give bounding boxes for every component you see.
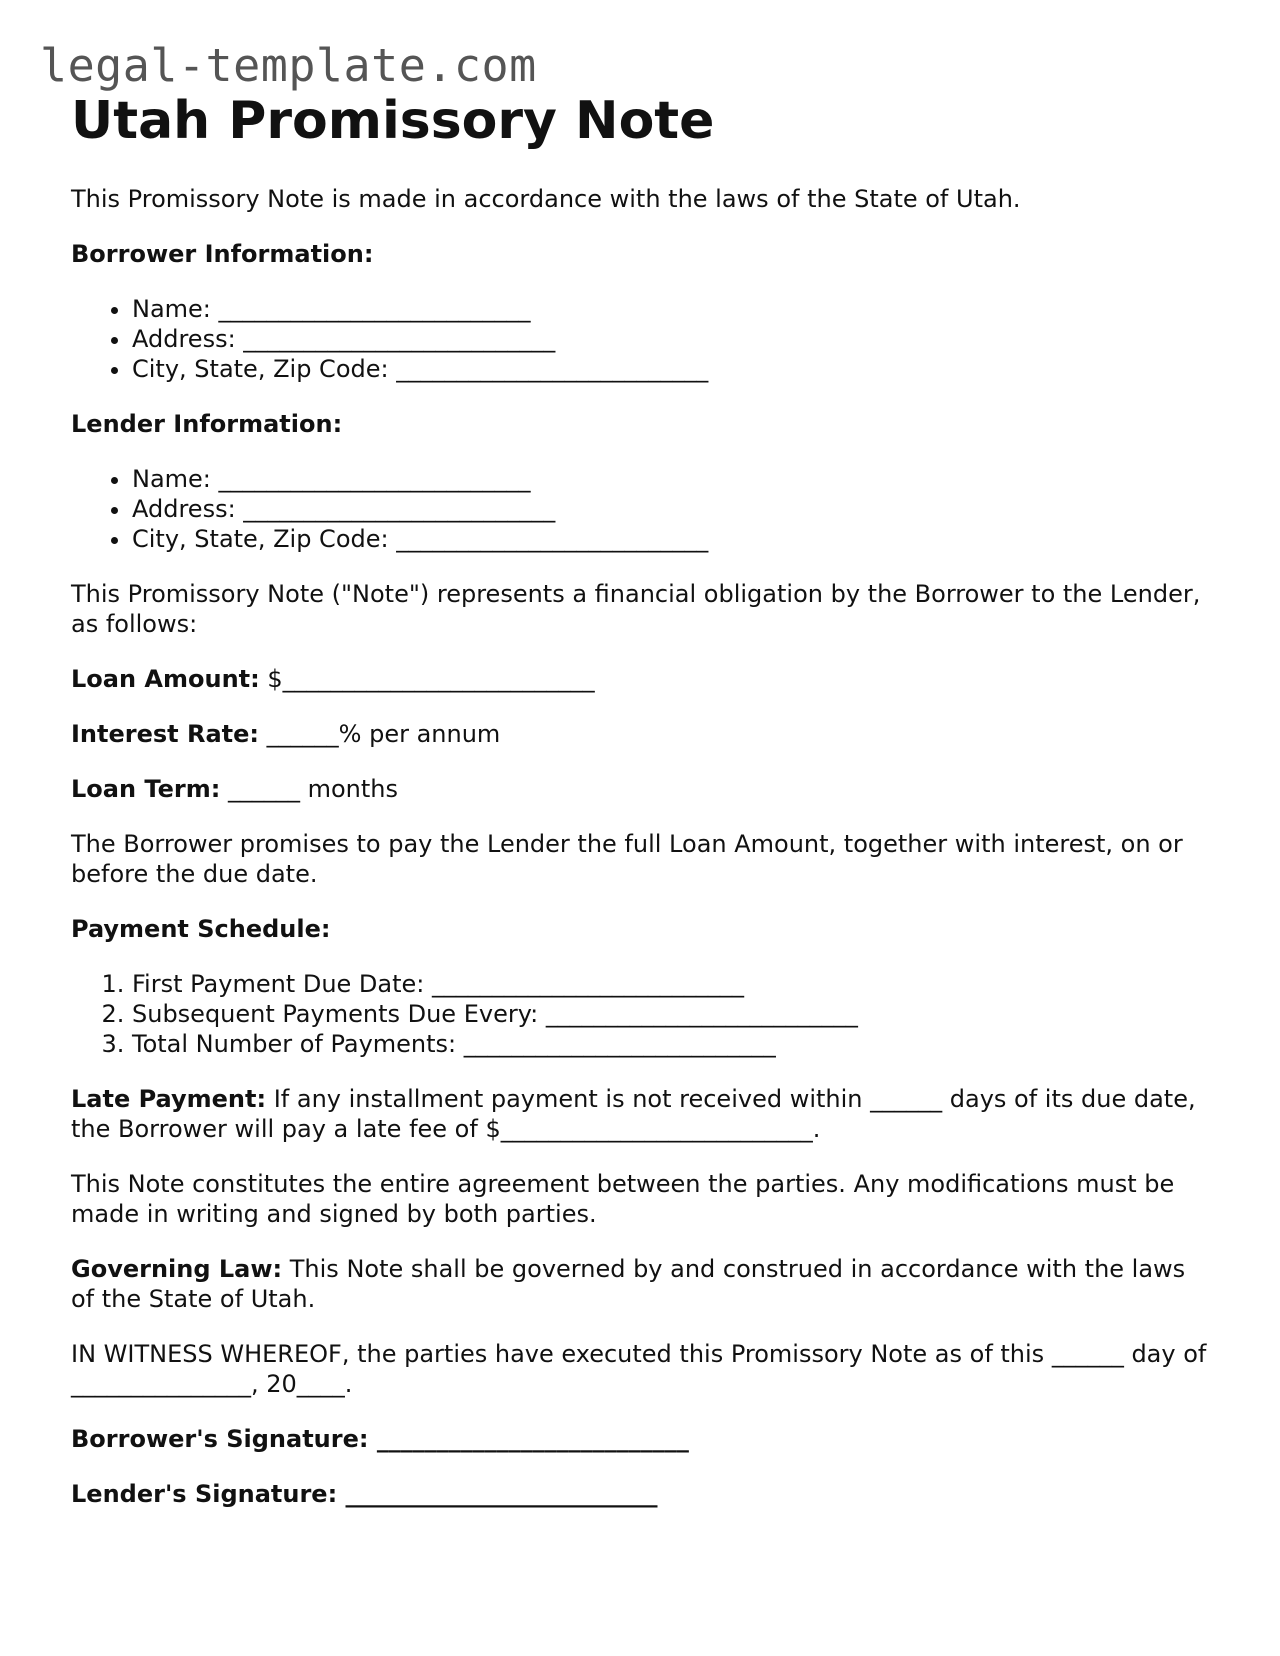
governing-law-text: This Note shall be governed by and construed in accordance with the laws of the State of Utah. — [71, 1255, 1186, 1313]
loan-term-value: ______ months — [220, 775, 398, 803]
borrower-signature-line: Borrower's Signature: __________________________ — [71, 1425, 689, 1453]
total-payments-field: 3. Total Number of Payments: __________________________ — [132, 1029, 1211, 1059]
lender-city-state-zip-field: • City, State, Zip Code: __________________________ — [132, 524, 1211, 554]
interest-rate-value: ______% per annum — [259, 720, 501, 748]
promise-paragraph: The Borrower promises to pay the Lender the full Loan Amount, together with interest, on or before the due date. — [71, 830, 1183, 888]
lender-address-field: • Address: __________________________ — [132, 494, 1211, 524]
borrower-address-field: • Address: __________________________ — [132, 324, 1211, 354]
borrower-info-list — [71, 294, 1211, 384]
subsequent-payments-field: 2. Subsequent Payments Due Every: __________________________ — [132, 999, 1211, 1029]
lender-name-field: • Name: __________________________ — [132, 464, 1211, 494]
late-payment-paragraph — [71, 1084, 1211, 1144]
obligation-paragraph: This Promissory Note ("Note") represents a financial obligation by the Borrower to the Lender, as follows: — [71, 580, 1201, 638]
intro-paragraph: This Promissory Note is made in accordance with the laws of the State of Utah. — [71, 185, 1021, 213]
lender-heading: Lender Information: — [71, 410, 343, 438]
document-title: Utah Promissory Note — [71, 91, 715, 151]
first-payment-due-date-field: 1. First Payment Due Date: __________________________ — [132, 969, 1211, 999]
loan-amount-value: $__________________________ — [259, 665, 595, 693]
governing-law-label: Governing Law: — [71, 1255, 283, 1283]
payment-schedule-heading: Payment Schedule: — [71, 915, 331, 943]
loan-term-label: Loan Term: — [71, 775, 221, 803]
watermark-logo: legal-template.com — [40, 39, 537, 92]
witness-paragraph: IN WITNESS WHEREOF, the parties have executed this Promissory Note as of this ______ day of _______________, 20____. — [71, 1340, 1207, 1398]
late-payment-label: Late Payment: — [71, 1085, 267, 1113]
loan-amount-line — [71, 664, 1211, 694]
interest-rate-label: Interest Rate: — [71, 720, 260, 748]
late-payment-text: If any installment payment is not received within ______ days of its due date, the Borrower will pay a late fee of $__________________________. — [71, 1085, 1196, 1143]
lender-signature-line: Lender's Signature: __________________________ — [71, 1480, 658, 1508]
entire-agreement-paragraph: This Note constitutes the entire agreement between the parties. Any modifications must be made in writing and signed by both parties. — [71, 1170, 1175, 1228]
borrower-city-state-zip-field: • City, State, Zip Code: __________________________ — [132, 354, 1211, 384]
borrower-heading: Borrower Information: — [71, 240, 374, 268]
loan-amount-label: Loan Amount: — [71, 665, 260, 693]
governing-law-paragraph — [71, 1254, 1211, 1314]
loan-term-line — [71, 774, 1211, 804]
payment-schedule-list — [71, 969, 1211, 1059]
interest-rate-line — [71, 719, 1211, 749]
borrower-name-field: • Name: __________________________ — [132, 294, 1211, 324]
lender-info-list — [71, 464, 1211, 554]
document-body — [71, 88, 1211, 1509]
